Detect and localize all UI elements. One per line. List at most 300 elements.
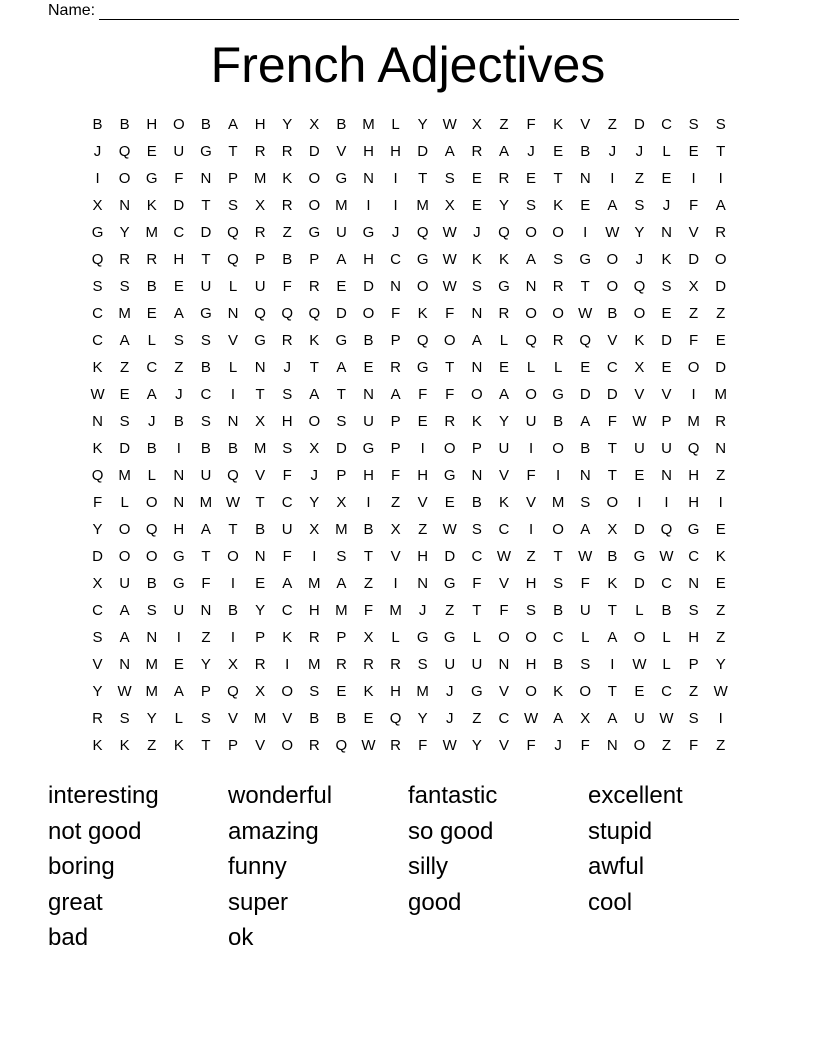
grid-letter: G: [633, 548, 646, 565]
grid-letter: T: [716, 143, 726, 160]
page-title: French Adjectives: [210, 37, 606, 93]
word-list-item: so good: [408, 817, 494, 845]
grid-letter: I: [718, 170, 723, 187]
grid-letter: N: [254, 359, 266, 376]
grid-letter: S: [336, 413, 347, 430]
grid-letter: N: [254, 548, 266, 565]
grid-letter: B: [119, 116, 130, 133]
grid-letter: V: [417, 494, 428, 511]
grid-letter: Q: [227, 224, 239, 241]
grid-letter: X: [390, 521, 401, 538]
grid-letter: A: [119, 332, 130, 349]
grid-letter: O: [606, 251, 619, 268]
grid-letter: L: [526, 359, 536, 376]
grid-letter: O: [633, 737, 646, 754]
grid-letter: E: [119, 386, 130, 403]
grid-letter: A: [607, 629, 618, 646]
grid-row: [84, 678, 740, 705]
grid-letter: S: [526, 602, 537, 619]
grid-letter: F: [92, 494, 103, 511]
grid-letter: M: [335, 197, 348, 214]
grid-letter: X: [607, 521, 618, 538]
grid-letter: R: [390, 737, 401, 754]
grid-letter: G: [471, 683, 483, 700]
grid-letter: O: [281, 737, 294, 754]
grid-letter: C: [146, 359, 158, 376]
grid-letter: W: [442, 116, 457, 133]
grid-letter: B: [607, 305, 618, 322]
grid-letter: T: [255, 386, 265, 403]
grid-letter: G: [308, 224, 321, 241]
grid-letter: C: [92, 332, 103, 349]
grid-letter: Z: [282, 224, 292, 241]
grid-letter: M: [416, 197, 429, 214]
grid-letter: N: [498, 656, 510, 673]
grid-letter: A: [444, 143, 455, 160]
grid-letter: S: [580, 656, 591, 673]
grid-letter: C: [498, 521, 510, 538]
grid-letter: O: [118, 170, 131, 187]
grid-letter: M: [687, 413, 700, 430]
grid-letter: Y: [417, 116, 428, 133]
grid-letter: Q: [335, 737, 348, 754]
grid-letter: J: [554, 737, 562, 754]
grid-letter: N: [227, 305, 239, 322]
grid-letter: A: [553, 710, 564, 727]
grid-letter: N: [390, 278, 401, 295]
grid-letter: X: [309, 116, 320, 133]
grid-letter: C: [471, 548, 483, 565]
grid-letter: Q: [281, 305, 294, 322]
grid-letter: K: [92, 737, 103, 754]
grid-letter: D: [634, 116, 645, 133]
grid-letter: W: [523, 710, 539, 727]
grid-letter: B: [200, 359, 211, 376]
grid-letter: V: [498, 683, 509, 700]
grid-letter: O: [525, 224, 537, 241]
grid-letter: T: [201, 251, 211, 268]
grid-letter: G: [443, 575, 456, 592]
grid-letter: R: [471, 143, 483, 160]
grid-letter: T: [553, 170, 563, 187]
grid-letter: P: [255, 251, 266, 268]
grid-letter: Q: [145, 521, 158, 538]
grid-letter: F: [607, 413, 617, 430]
grid-letter: M: [551, 494, 565, 511]
grid-letter: Z: [661, 737, 672, 754]
grid-letter: L: [228, 359, 238, 376]
grid-letter: B: [553, 656, 564, 673]
grid-letter: W: [605, 224, 620, 241]
grid-letter: P: [228, 737, 239, 754]
grid-letter: R: [281, 143, 293, 160]
grid-letter: S: [526, 197, 537, 214]
grid-row: [84, 651, 740, 678]
grid-letter: R: [498, 170, 510, 187]
grid-letter: A: [282, 575, 293, 592]
grid-letter: Q: [389, 710, 402, 727]
grid-letter: V: [228, 332, 239, 349]
grid-letter: H: [390, 683, 401, 700]
grid-letter: H: [688, 629, 700, 646]
grid-letter: G: [200, 143, 212, 160]
grid-letter: A: [173, 305, 184, 322]
grid-letter: C: [661, 575, 672, 592]
grid-letter: Y: [92, 521, 103, 538]
grid-letter: F: [390, 467, 401, 484]
grid-letter: G: [91, 224, 104, 241]
grid-letter: K: [715, 548, 726, 565]
grid-letter: O: [281, 683, 294, 700]
grid-letter: S: [173, 332, 184, 349]
grid-letter: Q: [91, 251, 104, 268]
grid-letter: D: [335, 305, 347, 322]
grid-letter: Q: [227, 467, 239, 484]
grid-row: [84, 165, 740, 192]
grid-letter: F: [526, 737, 536, 754]
grid-row: [84, 192, 740, 219]
grid-letter: B: [200, 440, 211, 457]
grid-letter: M: [118, 467, 131, 484]
grid-letter: U: [254, 278, 266, 295]
grid-letter: A: [336, 251, 347, 268]
grid-letter: S: [309, 683, 320, 700]
grid-letter: S: [661, 278, 672, 295]
grid-letter: H: [308, 602, 320, 619]
grid-letter: U: [281, 521, 293, 538]
grid-row: [84, 543, 740, 570]
grid-letter: K: [553, 683, 564, 700]
grid-letter: P: [200, 683, 211, 700]
grid-letter: S: [471, 278, 482, 295]
grid-letter: S: [688, 710, 699, 727]
word-search-grid: [84, 111, 740, 759]
grid-letter: S: [553, 575, 564, 592]
grid-letter: E: [661, 170, 672, 187]
grid-letter: B: [200, 116, 211, 133]
grid-letter: M: [335, 521, 348, 538]
grid-letter: I: [176, 440, 181, 457]
grid-letter: D: [606, 386, 618, 403]
grid-letter: B: [173, 413, 184, 430]
grid-letter: Z: [689, 305, 699, 322]
name-field: [48, 0, 748, 20]
word-list-item: great: [48, 888, 103, 916]
grid-row: [84, 354, 740, 381]
grid-letter: W: [361, 737, 376, 754]
grid-letter: I: [230, 575, 236, 592]
grid-letter: Y: [119, 224, 130, 241]
grid-letter: I: [285, 656, 290, 673]
grid-letter: Y: [282, 116, 293, 133]
grid-letter: B: [363, 332, 374, 349]
grid-letter: L: [228, 278, 238, 295]
grid-letter: E: [634, 467, 645, 484]
grid-letter: G: [172, 575, 185, 592]
grid-letter: L: [662, 143, 671, 160]
grid-letter: N: [661, 224, 672, 241]
grid-letter: R: [119, 251, 131, 268]
name-blank-line[interactable]: [99, 5, 739, 20]
grid-letter: W: [442, 278, 457, 295]
grid-letter: O: [687, 359, 700, 376]
grid-letter: M: [389, 602, 402, 619]
grid-letter: T: [445, 359, 455, 376]
grid-letter: P: [661, 413, 672, 430]
grid-letter: K: [498, 494, 509, 511]
grid-letter: N: [227, 413, 239, 430]
grid-letter: U: [661, 440, 672, 457]
grid-letter: E: [363, 710, 374, 727]
grid-letter: H: [363, 467, 374, 484]
grid-letter: A: [498, 386, 509, 403]
grid-letter: X: [309, 440, 320, 457]
grid-letter: O: [552, 305, 564, 322]
grid-letter: S: [228, 197, 239, 214]
grid-letter: P: [336, 467, 347, 484]
grid-letter: Q: [254, 305, 266, 322]
grid-letter: X: [634, 359, 645, 376]
grid-letter: K: [417, 305, 428, 322]
grid-row: [84, 300, 740, 327]
grid-letter: H: [525, 575, 537, 592]
grid-row: [84, 435, 740, 462]
word-list-item: good: [408, 888, 462, 916]
grid-letter: U: [200, 467, 212, 484]
grid-letter: F: [689, 332, 699, 349]
grid-letter: A: [580, 413, 591, 430]
grid-letter: O: [552, 440, 564, 457]
grid-letter: L: [174, 710, 183, 727]
grid-letter: K: [363, 683, 374, 700]
grid-letter: T: [607, 440, 617, 457]
word-list-item: funny: [228, 853, 287, 880]
grid-letter: U: [471, 656, 483, 673]
grid-letter: F: [472, 575, 482, 592]
grid-letter: N: [173, 467, 185, 484]
grid-letter: U: [363, 413, 374, 430]
grid-letter: H: [390, 143, 401, 160]
grid-letter: N: [92, 413, 103, 430]
grid-letter: F: [526, 467, 536, 484]
grid-letter: I: [556, 467, 561, 484]
grid-letter: V: [607, 332, 618, 349]
grid-letter: D: [715, 359, 727, 376]
grid-letter: K: [119, 737, 130, 754]
grid-letter: E: [255, 575, 266, 592]
grid-letter: I: [528, 440, 534, 457]
grid-letter: D: [634, 575, 645, 592]
grid-letter: U: [200, 278, 212, 295]
grid-letter: Z: [716, 467, 726, 484]
grid-letter: S: [119, 710, 130, 727]
grid-letter: Y: [634, 224, 645, 241]
grid-letter: T: [607, 602, 617, 619]
grid-letter: Q: [227, 683, 239, 700]
grid-letter: Q: [633, 278, 646, 295]
grid-letter: N: [471, 467, 483, 484]
grid-letter: Y: [498, 197, 509, 214]
word-list: [48, 778, 768, 956]
grid-letter: P: [255, 629, 266, 646]
grid-letter: D: [308, 143, 320, 160]
grid-letter: P: [471, 440, 482, 457]
grid-letter: E: [471, 170, 482, 187]
grid-letter: L: [147, 332, 156, 349]
grid-letter: O: [552, 224, 564, 241]
grid-letter: T: [336, 386, 346, 403]
grid-letter: O: [525, 386, 537, 403]
grid-letter: I: [718, 494, 723, 511]
grid-letter: M: [145, 683, 158, 700]
grid-letter: A: [200, 521, 211, 538]
grid-letter: D: [200, 224, 212, 241]
grid-letter: B: [309, 710, 320, 727]
grid-letter: E: [146, 305, 157, 322]
grid-letter: E: [498, 359, 509, 376]
grid-letter: J: [418, 602, 427, 619]
grid-letter: E: [661, 305, 672, 322]
grid-letter: X: [309, 521, 320, 538]
grid-letter: Z: [716, 737, 726, 754]
grid-letter: E: [146, 143, 157, 160]
grid-letter: N: [661, 467, 672, 484]
grid-letter: N: [417, 575, 429, 592]
grid-letter: M: [362, 116, 375, 133]
grid-letter: V: [526, 494, 537, 511]
grid-letter: P: [336, 629, 347, 646]
grid-letter: J: [635, 251, 644, 268]
grid-letter: N: [471, 305, 483, 322]
grid-letter: N: [200, 170, 212, 187]
grid-letter: L: [147, 467, 156, 484]
grid-letter: M: [199, 494, 213, 511]
grid-letter: Z: [445, 602, 455, 619]
grid-letter: G: [335, 170, 348, 187]
grid-letter: D: [715, 278, 727, 295]
grid-letter: T: [472, 602, 482, 619]
grid-letter: A: [526, 251, 537, 268]
grid-letter: D: [634, 521, 645, 538]
grid-letter: X: [92, 197, 103, 214]
grid-letter: B: [580, 143, 591, 160]
grid-letter: M: [145, 656, 158, 673]
grid-letter: R: [254, 224, 266, 241]
grid-letter: K: [92, 359, 103, 376]
grid-letter: R: [308, 737, 320, 754]
grid-letter: W: [225, 494, 241, 511]
grid-letter: L: [553, 359, 563, 376]
grid-letter: A: [607, 197, 618, 214]
grid-letter: E: [580, 359, 591, 376]
grid-letter: V: [390, 548, 401, 565]
grid-letter: X: [471, 116, 482, 133]
grid-letter: D: [444, 548, 456, 565]
grid-letter: G: [687, 521, 700, 538]
grid-letter: H: [146, 116, 158, 133]
grid-letter: X: [255, 197, 266, 214]
grid-letter: B: [228, 440, 239, 457]
grid-letter: B: [580, 440, 591, 457]
grid-letter: V: [282, 710, 293, 727]
grid-letter: J: [93, 143, 102, 160]
grid-letter: X: [363, 629, 374, 646]
grid-letter: Z: [390, 494, 401, 511]
grid-letter: Q: [118, 143, 131, 160]
grid-letter: C: [200, 386, 212, 403]
grid-letter: C: [92, 305, 103, 322]
grid-letter: V: [92, 656, 103, 673]
grid-letter: E: [661, 359, 672, 376]
grid-letter: M: [253, 710, 267, 727]
grid-letter: Z: [689, 683, 699, 700]
grid-letter: H: [363, 251, 374, 268]
grid-row: [84, 327, 740, 354]
grid-letter: V: [688, 224, 699, 241]
grid-letter: U: [525, 413, 537, 430]
word-list-item: cool: [588, 888, 633, 916]
grid-letter: F: [445, 305, 455, 322]
grid-letter: W: [117, 683, 132, 700]
grid-letter: H: [173, 251, 185, 268]
grid-letter: I: [393, 575, 398, 592]
grid-letter: P: [390, 413, 401, 430]
grid-letter: B: [471, 494, 482, 511]
grid-letter: B: [553, 602, 564, 619]
grid-letter: T: [607, 467, 617, 484]
grid-letter: O: [145, 548, 158, 565]
word-list-item: interesting: [48, 782, 159, 809]
grid-letter: I: [366, 494, 371, 511]
grid-letter: K: [92, 440, 103, 457]
grid-letter: S: [92, 278, 103, 295]
grid-letter: H: [417, 467, 429, 484]
grid-letter: I: [95, 170, 100, 187]
grid-letter: Z: [716, 305, 726, 322]
grid-letter: W: [578, 305, 593, 322]
grid-letter: W: [659, 548, 674, 565]
grid-letter: X: [255, 683, 266, 700]
grid-letter: N: [119, 656, 131, 673]
grid-letter: A: [390, 386, 401, 403]
grid-row: [84, 516, 740, 543]
grid-letter: M: [308, 575, 321, 592]
grid-letter: Q: [525, 332, 537, 349]
grid-letter: U: [173, 143, 185, 160]
grid-letter: V: [498, 737, 509, 754]
grid-letter: O: [362, 305, 375, 322]
grid-letter: B: [146, 440, 157, 457]
grid-row: [84, 597, 740, 624]
grid-letter: W: [442, 251, 457, 268]
grid-row: [84, 219, 740, 246]
grid-letter: F: [499, 602, 509, 619]
grid-letter: A: [498, 143, 509, 160]
grid-letter: B: [661, 602, 672, 619]
grid-letter: M: [335, 602, 348, 619]
grid-letter: E: [634, 683, 645, 700]
grid-letter: G: [362, 224, 375, 241]
grid-letter: N: [715, 440, 727, 457]
grid-letter: R: [281, 197, 293, 214]
grid-letter: A: [146, 386, 157, 403]
grid-letter: A: [119, 629, 130, 646]
grid-letter: Z: [716, 629, 726, 646]
grid-row: [84, 381, 740, 408]
grid-letter: I: [691, 386, 696, 403]
grid-letter: O: [416, 278, 429, 295]
grid-letter: R: [390, 656, 401, 673]
